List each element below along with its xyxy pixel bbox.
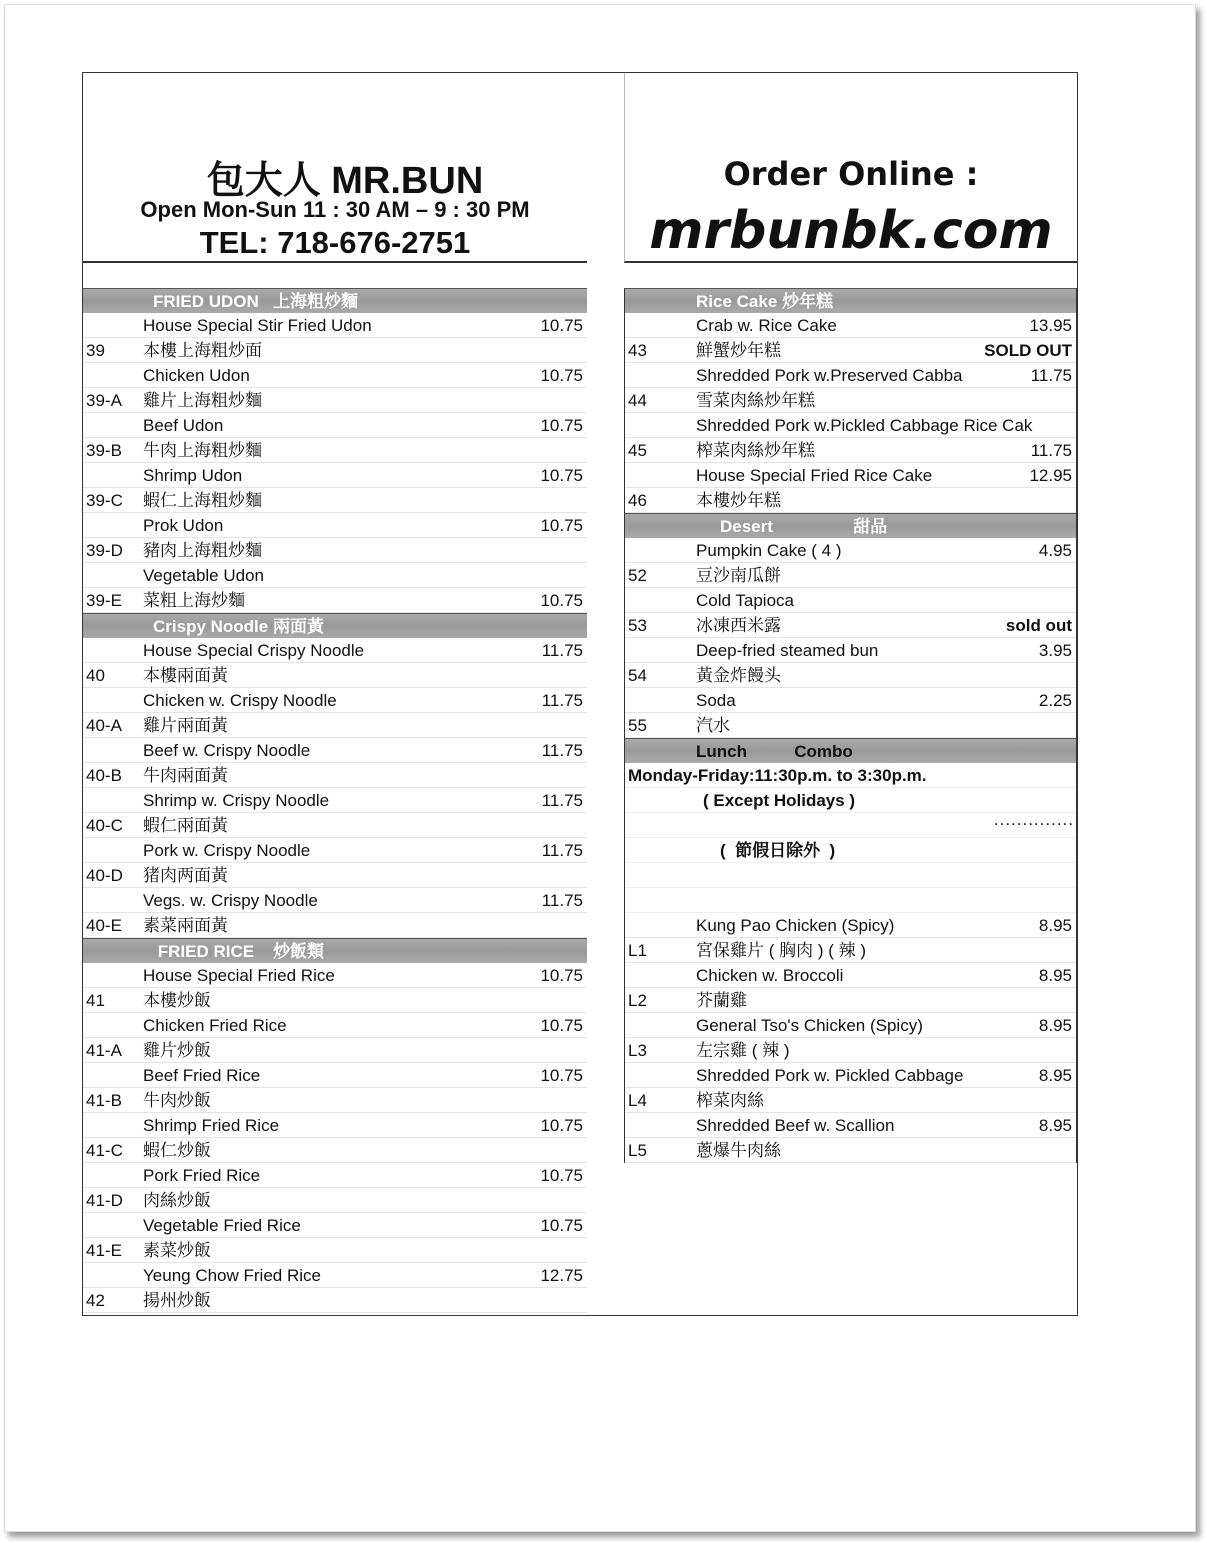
- item-name-zh: 本樓兩面黃: [143, 666, 228, 685]
- order-online-label: Order Online :: [723, 155, 979, 193]
- item-number: L2: [628, 991, 647, 1010]
- order-online-header: [624, 73, 1077, 263]
- item-price: 8.95: [1038, 1016, 1072, 1035]
- section-header: Crispy Noodle 兩面黃: [83, 613, 587, 638]
- item-price: 10.75: [540, 466, 583, 485]
- item-name-en: Beef w. Crispy Noodle: [143, 741, 311, 760]
- item-name-zh: 雪菜肉絲炒年糕: [696, 391, 815, 410]
- menu-item: [83, 1013, 587, 1063]
- item-price: 11.75: [541, 891, 583, 910]
- menu-item: [625, 963, 1076, 1013]
- item-name-en: General Tso's Chicken (Spicy): [696, 1016, 923, 1035]
- item-name-en: Chicken Fried Rice: [143, 1016, 287, 1035]
- lunch-except-holidays-zh: ( 節假日除外 ): [625, 838, 1076, 863]
- item-number: L4: [628, 1091, 647, 1110]
- item-name-en: Pork Fried Rice: [143, 1166, 261, 1185]
- lunch-hours: Monday-Friday:11:30p.m. to 3:30p.m.: [625, 763, 1076, 788]
- lunch-except-holidays: ( Except Holidays ): [625, 788, 1076, 813]
- item-number: L1: [628, 941, 647, 960]
- item-name-en: House Special Fried Rice Cake: [696, 466, 933, 485]
- menu-item: [83, 638, 587, 688]
- menu-item: [83, 838, 587, 888]
- item-number: 39: [86, 341, 105, 360]
- left-menu-column: [83, 288, 587, 1313]
- item-name-zh: 黃金炸饅头: [696, 666, 781, 685]
- item-name-en: House Special Crispy Noodle: [143, 641, 365, 660]
- item-name-en: Crab w. Rice Cake: [696, 316, 837, 335]
- menu-item: [83, 1163, 587, 1213]
- item-name-en: Kung Pao Chicken (Spicy): [696, 916, 895, 935]
- item-name-en: Shredded Pork w.Pickled Cabbage Rice Cak: [696, 416, 1033, 435]
- menu-item: [83, 463, 587, 513]
- item-name-zh: 芥蘭雞: [696, 991, 747, 1010]
- website: mrbunbk.com: [649, 201, 1053, 261]
- restaurant-title: 包大人 MR.BUN: [206, 160, 484, 202]
- menu-page: [4, 4, 1196, 1532]
- item-name-zh: 榨菜肉絲: [696, 1091, 764, 1110]
- item-name-en: Yeung Chow Fried Rice: [143, 1266, 321, 1285]
- item-name-zh: 素菜兩面黃: [143, 916, 228, 935]
- dotted-line: ..............: [993, 810, 1074, 829]
- item-name-zh: 宮保雞片 ( 胸肉 ) ( 辣 ): [696, 941, 866, 960]
- item-name-zh: 冰凍西米露: [696, 616, 781, 635]
- item-number: 41-A: [86, 1041, 122, 1060]
- item-name-en: Vegs. w. Crispy Noodle: [143, 891, 318, 910]
- section-header: FRIED UDON 上海粗炒麵: [83, 288, 587, 313]
- menu-item: [83, 513, 587, 563]
- menu-frame: [82, 72, 1078, 1316]
- item-name-zh: 本樓炒飯: [143, 991, 211, 1010]
- item-name-zh: 牛肉上海粗炒麵: [143, 441, 262, 460]
- item-number: 40-A: [86, 716, 122, 735]
- item-name-en: Cold Tapioca: [696, 591, 794, 610]
- item-name-zh: 雞片兩面黃: [143, 716, 228, 735]
- item-number: 39-E: [86, 591, 122, 610]
- menu-item: [625, 1113, 1076, 1163]
- item-price: 10.75: [540, 1216, 583, 1235]
- item-name-en: Shredded Beef w. Scallion: [696, 1116, 895, 1135]
- menu-item: [625, 913, 1076, 963]
- item-price: 11.75: [541, 841, 583, 860]
- menu-item: [83, 1213, 587, 1263]
- sold-out-label: SOLD OUT: [984, 341, 1072, 360]
- item-price: 4.95: [1038, 541, 1072, 560]
- item-name-zh: 菜粗上海炒麵: [143, 591, 245, 610]
- item-price: 11.75: [1030, 366, 1072, 385]
- item-number: 40-B: [86, 766, 122, 785]
- menu-item: [83, 788, 587, 838]
- item-number: 39-C: [86, 491, 123, 510]
- item-price: 8.95: [1038, 1066, 1072, 1085]
- item-number: 40-C: [86, 816, 123, 835]
- item-number: 42: [86, 1291, 105, 1310]
- item-price: 11.75: [541, 741, 583, 760]
- item-name-zh: 鮮蟹炒年糕: [696, 341, 781, 360]
- item-price: 10.75: [540, 416, 583, 435]
- item-name-en: Soda: [696, 691, 736, 710]
- item-name-zh: 本樓上海粗炒面: [143, 341, 262, 360]
- menu-item: [83, 1263, 587, 1313]
- item-name-zh: 牛肉兩面黃: [143, 766, 228, 785]
- item-name-zh: 肉絲炒飯: [143, 1191, 211, 1210]
- menu-item: [625, 463, 1076, 513]
- item-number: 40: [86, 666, 105, 685]
- item-name-zh: 汽水: [696, 716, 730, 735]
- item-price: 12.75: [540, 1266, 583, 1285]
- item-number: 41: [86, 991, 105, 1010]
- item-price: 10.75: [540, 1166, 583, 1185]
- item-number: 46: [628, 491, 647, 510]
- item-name-en: Deep-fried steamed bun: [696, 641, 879, 660]
- item-name-zh: 雞片炒飯: [143, 1041, 211, 1060]
- item-price: 10.75: [540, 1066, 583, 1085]
- item-number: 53: [628, 616, 647, 635]
- item-price: 11.75: [541, 641, 583, 660]
- item-price: 8.95: [1038, 966, 1072, 985]
- item-name-zh: 左宗雞 ( 辣 ): [696, 1041, 790, 1060]
- item-name-zh: 蝦仁上海粗炒麵: [143, 491, 262, 510]
- item-number: 41-C: [86, 1141, 123, 1160]
- item-price: 2.25: [1038, 691, 1072, 710]
- item-name-zh: 本樓炒年糕: [696, 491, 781, 510]
- menu-item: [625, 413, 1076, 463]
- menu-item: [83, 363, 587, 413]
- section-header: Desert 甜品: [625, 513, 1076, 538]
- item-name-en: Chicken w. Broccoli: [696, 966, 844, 985]
- item-name-en: Beef Fried Rice: [143, 1066, 261, 1085]
- item-name-en: Pork w. Crispy Noodle: [143, 841, 311, 860]
- item-name-en: Prok Udon: [143, 516, 224, 535]
- item-price: 11.75: [541, 691, 583, 710]
- sold-out-label: sold out: [1005, 616, 1072, 635]
- item-price: 8.95: [1038, 916, 1072, 935]
- menu-item: [625, 538, 1076, 588]
- item-name-zh: 猪肉两面黃: [143, 866, 228, 885]
- item-name-zh: 雞片上海粗炒麵: [143, 391, 262, 410]
- item-name-en: Shredded Pork w.Preserved Cabba: [696, 366, 963, 385]
- item-price: 10.75: [540, 516, 583, 535]
- item-price: 13.95: [1029, 316, 1072, 335]
- item-number: 44: [628, 391, 647, 410]
- menu-item: [625, 363, 1076, 413]
- item-name-en: Pumpkin Cake ( 4 ): [696, 541, 842, 560]
- item-number: 40-E: [86, 916, 122, 935]
- menu-item: [83, 888, 587, 938]
- item-price: 10.75: [540, 1116, 583, 1135]
- menu-item: [625, 1013, 1076, 1063]
- menu-item: [625, 1063, 1076, 1113]
- menu-item: [83, 563, 587, 613]
- right-menu-column: [624, 288, 1077, 1163]
- item-name-zh: 蝦仁炒飯: [143, 1141, 211, 1160]
- opening-hours: Open Mon-Sun 11 : 30 AM – 9 : 30 PM: [140, 197, 530, 222]
- item-number: L3: [628, 1041, 647, 1060]
- phone-number: TEL: 718-676-2751: [199, 225, 471, 260]
- item-name-en: House Special Stir Fried Udon: [143, 316, 372, 335]
- item-price: 10.75: [540, 966, 583, 985]
- item-name-zh: 榨菜肉絲炒年糕: [696, 441, 815, 460]
- item-name-en: Chicken Udon: [143, 366, 250, 385]
- menu-item: [83, 413, 587, 463]
- section-header: Rice Cake 炒年糕: [625, 288, 1076, 313]
- item-number: 45: [628, 441, 647, 460]
- menu-item: [83, 1113, 587, 1163]
- item-name-en: Vegetable Fried Rice: [143, 1216, 301, 1235]
- menu-item: [83, 1063, 587, 1113]
- item-price: 10.75: [540, 366, 583, 385]
- menu-item: [625, 638, 1076, 688]
- item-number: 41-D: [86, 1191, 123, 1210]
- item-name-zh: 豬肉上海粗炒麵: [143, 541, 262, 560]
- section-header: FRIED RICE 炒飯類: [83, 938, 587, 963]
- item-price: 11.75: [1030, 441, 1072, 460]
- item-name-en: Shrimp Udon: [143, 466, 243, 485]
- item-price: 10.75: [540, 1016, 583, 1035]
- item-number: 41-B: [86, 1091, 122, 1110]
- menu-item: [625, 313, 1076, 363]
- item-name-zh: 牛肉炒飯: [143, 1091, 211, 1110]
- item-number: 39-A: [86, 391, 122, 410]
- item-number: 43: [628, 341, 647, 360]
- item-number: 52: [628, 566, 647, 585]
- item-price: 10.75: [540, 316, 583, 335]
- item-number: 55: [628, 716, 647, 735]
- item-name-en: Shrimp Fried Rice: [143, 1116, 280, 1135]
- item-price: 8.95: [1038, 1116, 1072, 1135]
- item-name-zh: 蝦仁兩面黃: [143, 816, 228, 835]
- menu-item: [83, 688, 587, 738]
- item-name-en: Shrimp w. Crispy Noodle: [143, 791, 330, 810]
- item-number: 39-B: [86, 441, 122, 460]
- item-name-zh: 豆沙南瓜餅: [696, 566, 781, 585]
- item-price: 12.95: [1029, 466, 1072, 485]
- item-number: 41-E: [86, 1241, 122, 1260]
- menu-item: [625, 688, 1076, 738]
- item-number: 40-D: [86, 866, 123, 885]
- item-number: L5: [628, 1141, 647, 1160]
- restaurant-header: [83, 73, 587, 263]
- item-name-en: House Special Fried Rice: [143, 966, 335, 985]
- item-name-en: Vegetable Udon: [143, 566, 264, 585]
- section-header-lunch-combo: Lunch Combo: [625, 738, 1076, 763]
- item-price: 3.95: [1038, 641, 1072, 660]
- menu-item: [83, 738, 587, 788]
- item-name-zh: 揚州炒飯: [143, 1291, 211, 1310]
- menu-item: [83, 313, 587, 363]
- item-name-zh: 素菜炒飯: [143, 1241, 211, 1260]
- item-price: 11.75: [541, 791, 583, 810]
- item-name-en: Chicken w. Crispy Noodle: [143, 691, 337, 710]
- menu-item: [625, 588, 1076, 638]
- menu-item: [83, 963, 587, 1013]
- item-number: 39-D: [86, 541, 123, 560]
- item-name-en: Beef Udon: [143, 416, 224, 435]
- item-price: 10.75: [540, 591, 583, 610]
- item-number: 54: [628, 666, 647, 685]
- item-name-zh: 蔥爆牛肉絲: [696, 1141, 781, 1160]
- item-name-en: Shredded Pork w. Pickled Cabbage: [696, 1066, 964, 1085]
